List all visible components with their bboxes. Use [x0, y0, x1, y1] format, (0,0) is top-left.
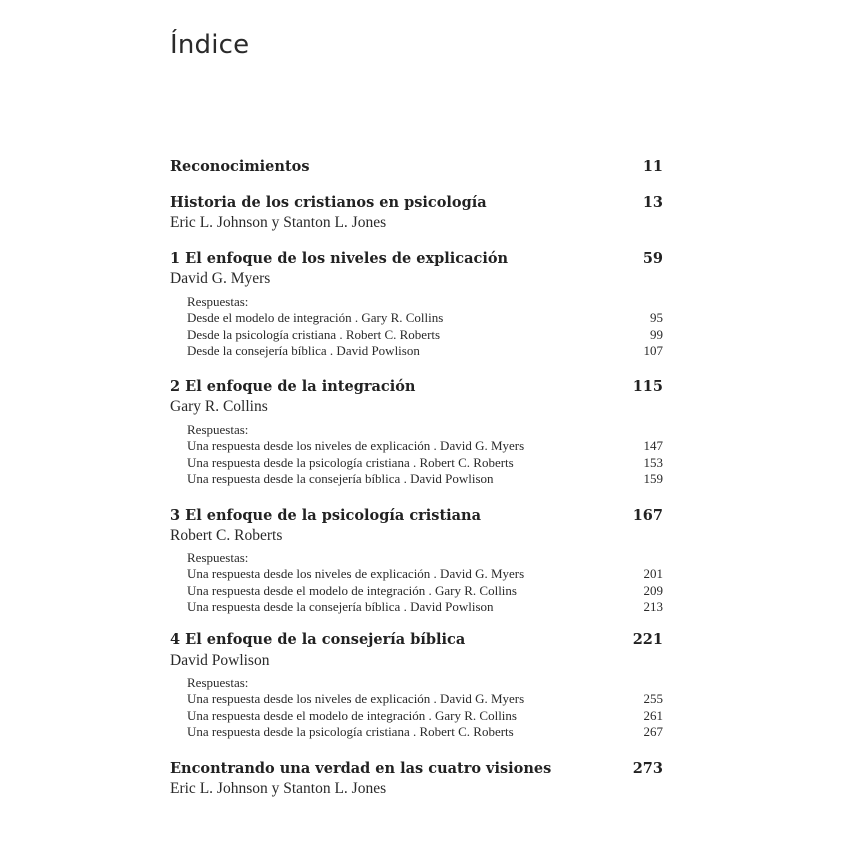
subentry-page-number: 255 [643, 691, 663, 706]
responses-label: Respuestas: [187, 422, 249, 437]
entry-title: 2 El enfoque de la integración [170, 378, 416, 395]
entry-author: David Powlison [170, 652, 270, 669]
subentry-page-number: 159 [643, 471, 663, 486]
toc-entry-chapter-4[interactable] [170, 631, 663, 648]
entry-author: Eric L. Johnson y Stanton L. Jones [170, 780, 387, 797]
subentry-page-number: 99 [650, 327, 663, 342]
subentry-title: Una respuesta desde la psicología cristiana . Robert C. Roberts [187, 455, 514, 470]
entry-page-number: 11 [642, 158, 663, 175]
entry-page-number: 221 [632, 631, 663, 648]
subentry-title: Desde la consejería bíblica . David Powlison [187, 343, 420, 358]
subentry-page-number: 209 [643, 583, 663, 598]
entry-title: Reconocimientos [170, 158, 310, 175]
entry-page-number: 59 [642, 250, 663, 267]
subentry-page-number: 107 [643, 343, 663, 358]
toc-subentry[interactable] [187, 327, 663, 343]
subentry-title: Una respuesta desde los niveles de explicación . David G. Myers [187, 691, 525, 706]
toc-entry-history[interactable] [170, 194, 663, 211]
toc-subentry[interactable] [187, 708, 663, 724]
subentry-title: Desde la psicología cristiana . Robert C. Roberts [187, 327, 441, 342]
responses-label: Respuestas: [187, 294, 249, 309]
subentry-page-number: 261 [643, 708, 663, 723]
toc-subentry[interactable] [187, 583, 663, 599]
toc-subentry[interactable] [187, 566, 663, 582]
subentry-page-number: 213 [643, 599, 663, 614]
entry-page-number: 167 [632, 507, 663, 524]
subentry-page-number: 147 [643, 438, 663, 453]
subentry-title: Una respuesta desde la consejería bíblica . David Powlison [187, 599, 494, 614]
entry-author: David G. Myers [170, 270, 271, 287]
toc-subentry[interactable] [187, 599, 663, 615]
subentry-title: Una respuesta desde los niveles de explicación . David G. Myers [187, 438, 525, 453]
entry-title: 1 El enfoque de los niveles de explicación [170, 250, 509, 267]
subentry-title: Una respuesta desde la psicología cristiana . Robert C. Roberts [187, 724, 514, 739]
subentry-page-number: 201 [643, 566, 663, 581]
subentry-page-number: 153 [643, 455, 663, 470]
subentry-title: Una respuesta desde los niveles de explicación . David G. Myers [187, 566, 525, 581]
toc-entry-chapter-1[interactable] [170, 250, 663, 267]
toc-entry-acknowledgements[interactable] [170, 158, 663, 175]
entry-author: Eric L. Johnson y Stanton L. Jones [170, 214, 387, 231]
toc-entry-conclusion[interactable] [170, 760, 663, 777]
subentry-page-number: 267 [643, 724, 663, 739]
entry-page-number: 115 [632, 378, 663, 395]
toc-subentry[interactable] [187, 438, 663, 454]
toc-subentry[interactable] [187, 724, 663, 740]
subentry-page-number: 95 [650, 310, 663, 325]
toc-subentry[interactable] [187, 310, 663, 326]
entry-title: 4 El enfoque de la consejería bíblica [170, 631, 466, 648]
toc-entry-chapter-2[interactable] [170, 378, 663, 395]
subentry-title: Una respuesta desde el modelo de integración . Gary R. Collins [187, 708, 517, 723]
toc-subentry[interactable] [187, 343, 663, 359]
responses-label: Respuestas: [187, 550, 249, 565]
subentry-title: Una respuesta desde la consejería bíblica . David Powlison [187, 471, 494, 486]
toc-entry-chapter-3[interactable] [170, 507, 663, 524]
entry-page-number: 13 [642, 194, 663, 211]
subentry-title: Desde el modelo de integración . Gary R. Collins [187, 310, 444, 325]
entry-page-number: 273 [632, 760, 663, 777]
responses-label: Respuestas: [187, 675, 249, 690]
entry-author: Gary R. Collins [170, 398, 268, 415]
entry-title: 3 El enfoque de la psicología cristiana [170, 507, 481, 524]
toc-subentry[interactable] [187, 455, 663, 471]
subentry-title: Una respuesta desde el modelo de integración . Gary R. Collins [187, 583, 517, 598]
toc-subentry[interactable] [187, 691, 663, 707]
entry-author: Robert C. Roberts [170, 527, 283, 544]
entry-title: Historia de los cristianos en psicología [170, 194, 487, 211]
page-title: Índice [170, 30, 250, 60]
toc-subentry[interactable] [187, 471, 663, 487]
entry-title: Encontrando una verdad en las cuatro visiones [170, 760, 552, 777]
